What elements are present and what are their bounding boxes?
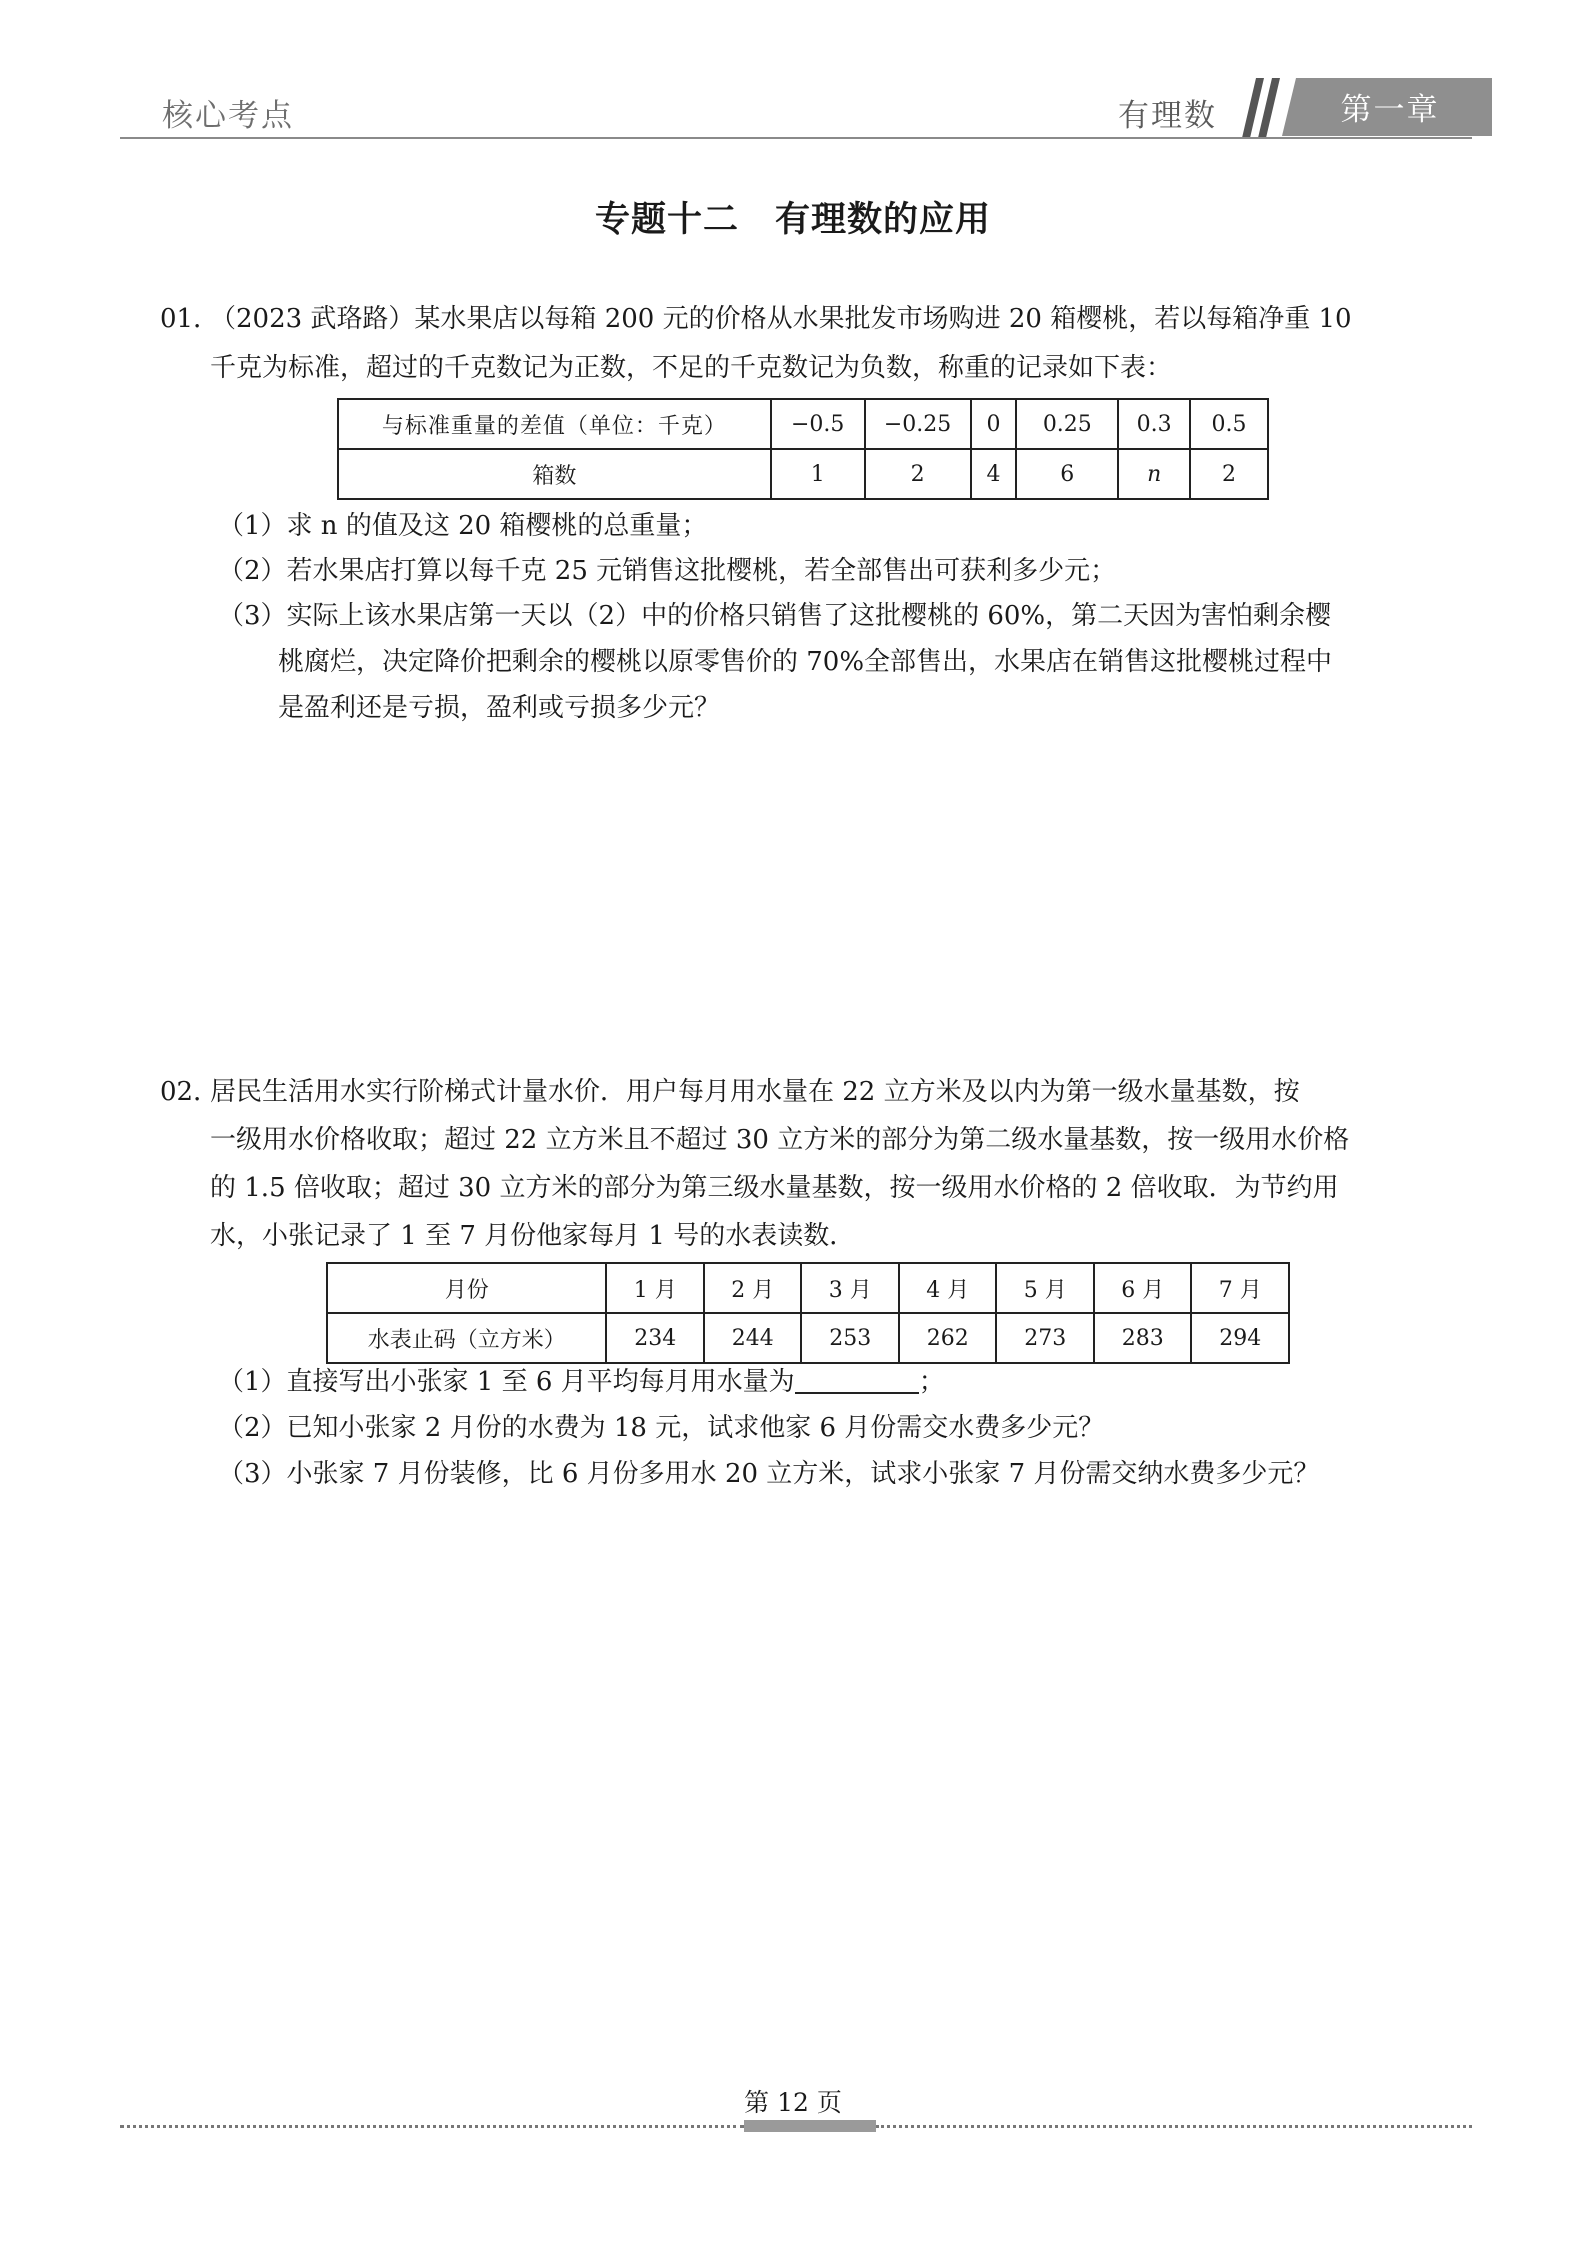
q2-table-label-month: 月份	[327, 1263, 606, 1313]
q2-line-3: 的 1.5 倍收取；超过 30 立方米的部分为第三级水量基数，按一级用水价格的 2 倍收取．为节约用	[210, 1173, 1339, 1203]
q1-sub-2: （2）若水果店打算以每千克 25 元销售这批樱桃，若全部售出可获利多少元；	[218, 556, 1117, 586]
q1-table-cell: 0.5	[1190, 399, 1268, 449]
q1-table-cell: 2	[865, 449, 971, 499]
q2-number: 02．	[160, 1077, 220, 1107]
q2-sub-3: （3）小张家 7 月份装修，比 6 月份多用水 20 立方米，试求小张家 7 月份需交纳水费多少元？	[218, 1459, 1320, 1489]
q2-table-cell: 262	[899, 1313, 997, 1363]
q1-number: 01．	[160, 304, 220, 334]
q2-table-cell: 1 月	[606, 1263, 704, 1313]
q1-table-cell: 2	[1190, 449, 1268, 499]
q2-table-row-reading	[327, 1313, 1289, 1363]
footer-dotted-rule-right	[876, 2125, 1472, 2128]
page-title: 专题十二 有理数的应用	[594, 200, 991, 240]
q2-table-cell: 5 月	[996, 1263, 1094, 1313]
page-number: 第 12 页	[744, 2088, 842, 2117]
q1-table-cell: 6	[1016, 449, 1118, 499]
q1-table-cell: 0	[971, 399, 1017, 449]
q2-line-2: 一级用水价格收取；超过 22 立方米且不超过 30 立方米的部分为第二级水量基数，按一级用水价格	[210, 1125, 1350, 1155]
q1-table-cell: −0.25	[865, 399, 971, 449]
q2-line-1: 居民生活用水实行阶梯式计量水价．用户每月用水量在 22 立方米及以内为第一级水量基数，按	[210, 1077, 1300, 1107]
q2-line-4: 水，小张记录了 1 至 7 月份他家每月 1 号的水表读数．	[210, 1221, 856, 1251]
q1-table-cell: −0.5	[771, 399, 865, 449]
q2-sub-1	[218, 1366, 945, 1398]
q1-table-row-boxes	[338, 449, 1268, 499]
q1-table-cell: 4	[971, 449, 1017, 499]
q2-table-cell: 234	[606, 1313, 704, 1363]
q1-sub-3-line-2: 桃腐烂，决定降价把剩余的樱桃以原零售价的 70%全部售出，水果店在销售这批樱桃过程中	[278, 647, 1333, 677]
q2-table-cell: 253	[801, 1313, 899, 1363]
q2-table-cell: 244	[704, 1313, 802, 1363]
header-slash-divider-icon	[1238, 78, 1288, 138]
q1-table-label-boxes: 箱数	[338, 449, 771, 499]
footer-dotted-rule-left	[120, 2125, 744, 2128]
q2-table-cell: 7 月	[1191, 1263, 1289, 1313]
q2-table	[326, 1262, 1290, 1364]
header-chapter-label: 第一章	[1340, 92, 1440, 128]
q2-table-cell: 294	[1191, 1313, 1289, 1363]
q1-table-cell: 1	[771, 449, 865, 499]
footer-bar	[744, 2120, 876, 2132]
q2-answer-blank	[795, 1366, 919, 1394]
q1-line-2: 千克为标准，超过的千克数记为正数，不足的千克数记为负数，称重的记录如下表：	[210, 353, 1173, 383]
q1-sub-3-line-1: （3）实际上该水果店第一天以（2）中的价格只销售了这批樱桃的 60%，第二天因为害怕剩余樱	[218, 601, 1332, 631]
header-rule	[120, 137, 1472, 139]
q2-table-cell: 2 月	[704, 1263, 802, 1313]
q2-table-cell: 273	[996, 1313, 1094, 1363]
q2-sub-1-text: （1）直接写出小张家 1 至 6 月平均每月用水量为	[218, 1367, 795, 1397]
header-section-label: 核心考点	[162, 98, 294, 134]
q2-table-cell: 283	[1094, 1313, 1192, 1363]
q1-sub-3-line-3: 是盈利还是亏损，盈利或亏损多少元？	[278, 693, 721, 723]
q2-table-cell: 4 月	[899, 1263, 997, 1313]
q1-table-cell: n	[1118, 449, 1190, 499]
q2-table-row-month	[327, 1263, 1289, 1313]
q2-table-cell: 6 月	[1094, 1263, 1192, 1313]
q1-table-label-diff: 与标准重量的差值（单位：千克）	[338, 399, 771, 449]
q1-table	[337, 398, 1269, 500]
q1-table-row-diff	[338, 399, 1268, 449]
q2-table-label-reading: 水表止码（立方米）	[327, 1313, 606, 1363]
q1-table-cell: 0.25	[1016, 399, 1118, 449]
q1-sub-1: （1）求 n 的值及这 20 箱樱桃的总重量；	[218, 511, 708, 541]
q2-sub-2: （2）已知小张家 2 月份的水费为 18 元，试求他家 6 月份需交水费多少元？	[218, 1413, 1105, 1443]
q2-sub-1-end: ；	[918, 1367, 945, 1397]
q1-line-1: （2023 武珞路）某水果店以每箱 200 元的价格从水果批发市场购进 20 箱樱桃，若以每箱净重 10	[210, 304, 1352, 334]
header-topic-label: 有理数	[1118, 98, 1217, 134]
q2-table-cell: 3 月	[801, 1263, 899, 1313]
q1-table-cell: 0.3	[1118, 399, 1190, 449]
